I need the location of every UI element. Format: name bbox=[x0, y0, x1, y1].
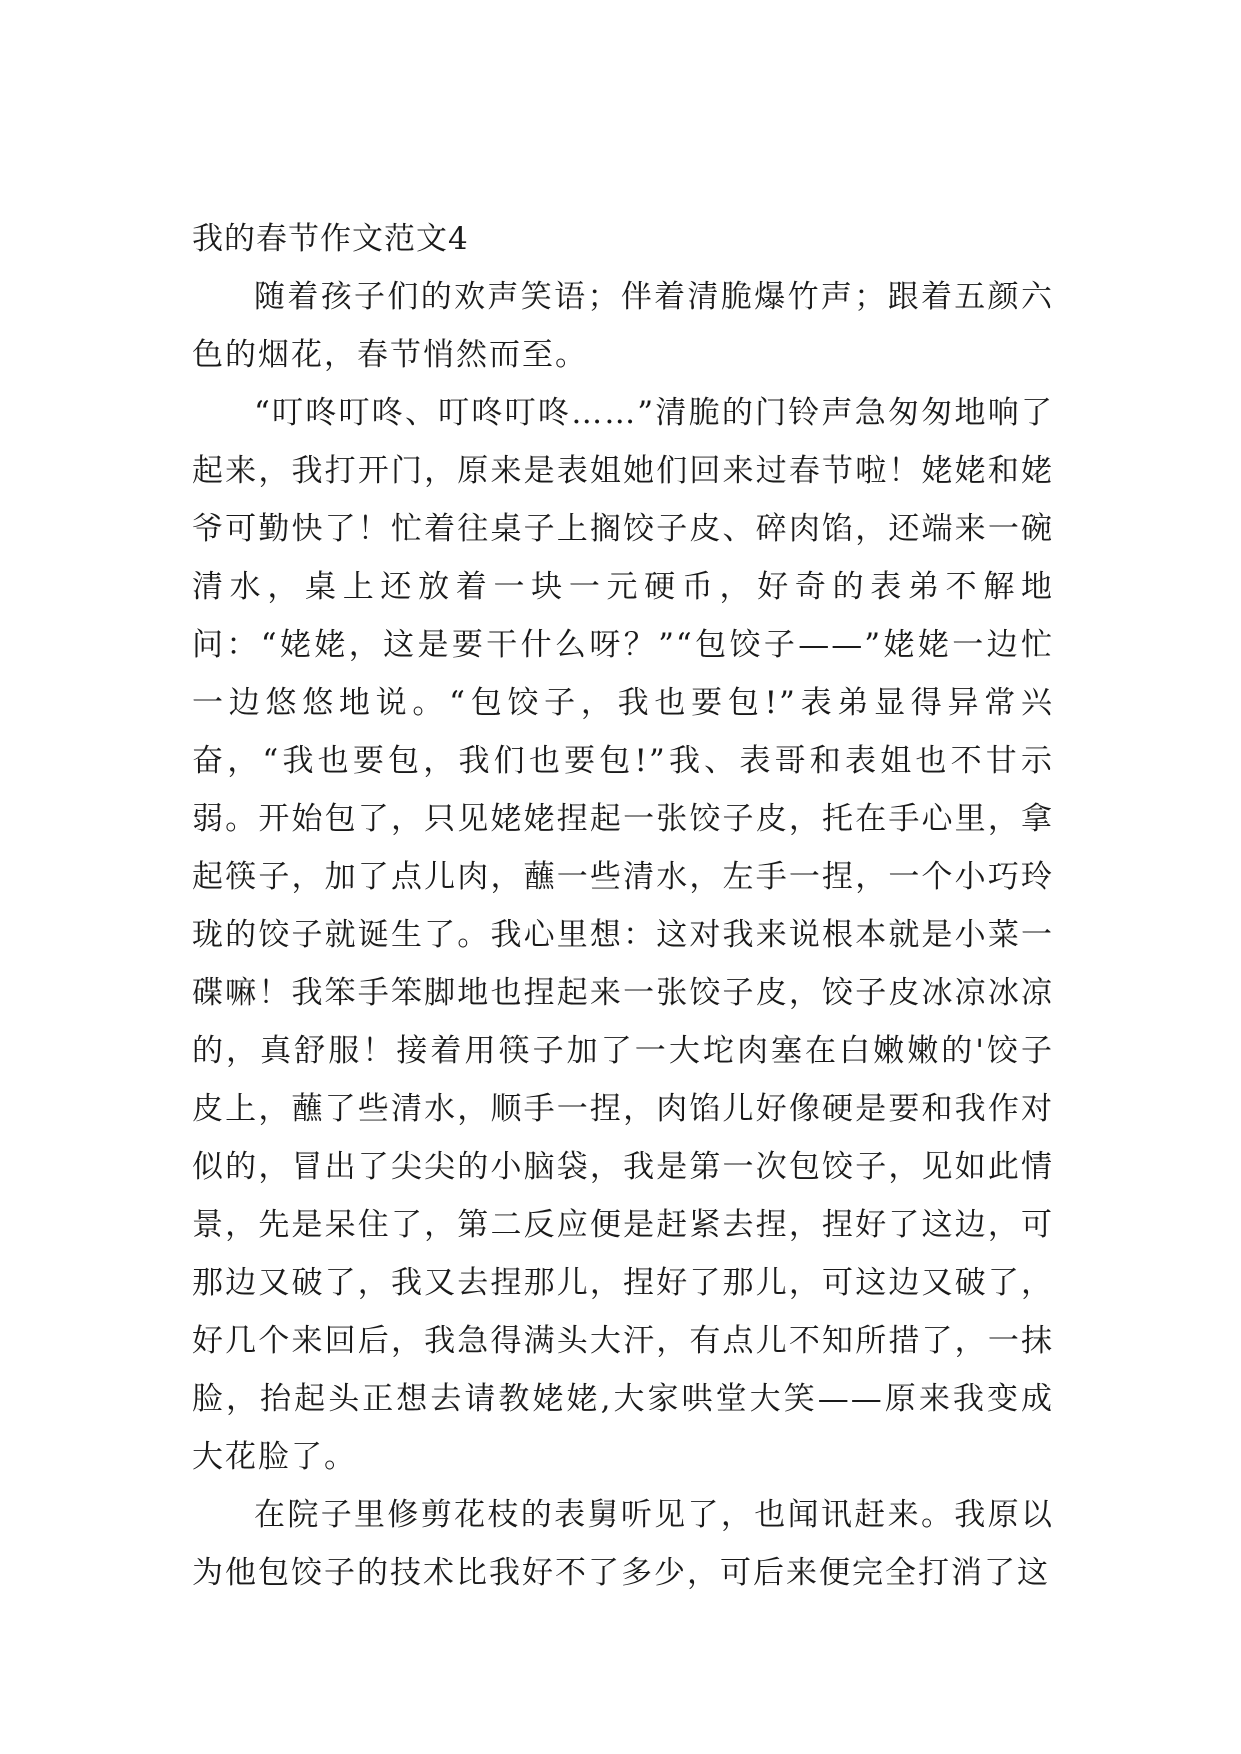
paragraph-3: 在院子里修剪花枝的表舅听见了，也闻讯赶来。我原以为他包饺子的技术比我好不了多少，可后来便完全打消了这 bbox=[192, 1497, 1054, 1591]
paragraph-2: “叮咚叮咚、叮咚叮咚……”清脆的门铃声急匆匆地响了起来，我打开门，原来是表姐她们回来过春节啦！姥姥和姥爷可勤快了！忙着往桌子上搁饺子皮、碎肉馅，还端来一碗清水，桌上还放着一块一元硬币，好奇的表弟不解地问：“姥姥，这是要干什么呀？”“包饺子——”姥姥一边忙一边悠悠地说。“包饺子，我也要包!”表弟显得异常兴奋，“我也要包，我们也要包!”我、表哥和表姐也不甘示弱。开始包了，只见姥姥捏起一张饺子皮，托在手心里，拿起筷子，加了点儿肉，蘸一些清水，左手一捏，一个小巧玲珑的饺子就诞生了。我心里想：这对我来说根本就是小菜一碟嘛！我笨手笨脚地也捏起来一张饺子皮，饺子皮冰凉冰凉的，真舒服！接着用筷子加了一大坨肉塞在白嫩嫩的'饺子皮上，蘸了些清水，顺手一捏，肉馅儿好像硬是要和我作对似的，冒出了尖尖的小脑袋，我是第一次包饺子，见如此情景，先是呆住了，第二反应便是赶紧去捏，捏好了这边，可那边又破了，我又去捏那儿，捏好了那儿，可这边又破了，好几个来回后，我急得满头大汗，有点儿不知所措了，一抹脸，抬起头正想去请教姥姥,大家哄堂大笑——原来我变成大花脸了。 bbox=[192, 395, 1054, 1475]
document-body bbox=[192, 210, 1054, 1602]
paragraph-1: 随着孩子们的欢声笑语；伴着清脆爆竹声；跟着五颜六色的烟花，春节悄然而至。 bbox=[192, 279, 1054, 373]
document-title: 我的春节作文范文4 bbox=[192, 221, 469, 257]
